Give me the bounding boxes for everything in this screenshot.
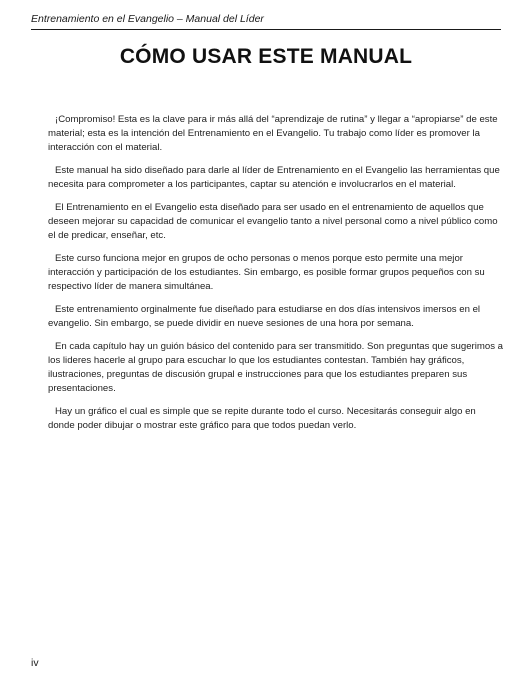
paragraph-schedule: Este entrenamiento orginalmente fue diseñado para estudiarse en dos días intensivos imersos en el evangelio. Sin embargo, se puede dividir en nueve sesiones de una hora por semana. (48, 304, 481, 329)
paragraph-chapter-contents: En cada capítulo hay un guión básico del contenido para ser transmitido. Son preguntas que sugerimos a los lideres hacerle al grupo para escuchar lo que los estudiantes contestan. También hay gráficos, ilustraciones, preguntas de discusión grupal e instrucciones para que los estudiantes preparen sus presentaciones. (48, 341, 503, 394)
header-rule (31, 29, 501, 30)
paragraph-manual-design: Este manual ha sido diseñado para darle al líder de Entrenamiento en el Evangelio las herramientas que necesita para comprometer a los participantes, captar su atención e involucrarlos en el material. (48, 165, 500, 190)
paragraph-group-size: Este curso funciona mejor en grupos de ocho personas o menos porque esto permite una mejor interacción y participación de los estudiantes. Sin embargo, es posible formar grupos pequeños con su respectivo líder de manera simultánea. (48, 253, 485, 292)
page-number: iv (31, 657, 39, 669)
paragraph-training-purpose: El Entrenamiento en el Evangelio esta diseñado para ser usado en el entrenamiento de aquellos que deseen mejorar su capacidad de comunicar el evangelio tanto a nivel personal como a nivel público como el de predicar, enseñar, etc. (48, 202, 498, 241)
running-header: Entrenamiento en el Evangelio – Manual del Líder (31, 13, 264, 25)
paragraph-commitment: ¡Compromiso! Esta es la clave para ir más allá del “aprendizaje de rutina” y llegar a “apropiarse” de este material; esta es la intención del Entrenamiento en el Evangelio. Tu trabajo como líder es promover la interacción con el material. (48, 114, 498, 153)
paragraph-graphic: Hay un gráfico el cual es simple que se repite durante todo el curso. Necesitarás conseguir algo en donde poder dibujar o mostrar este gráfico para que todos puedan verlo. (48, 406, 476, 431)
page-title: CÓMO USAR ESTE MANUAL (119, 45, 413, 68)
body-text (48, 113, 503, 442)
